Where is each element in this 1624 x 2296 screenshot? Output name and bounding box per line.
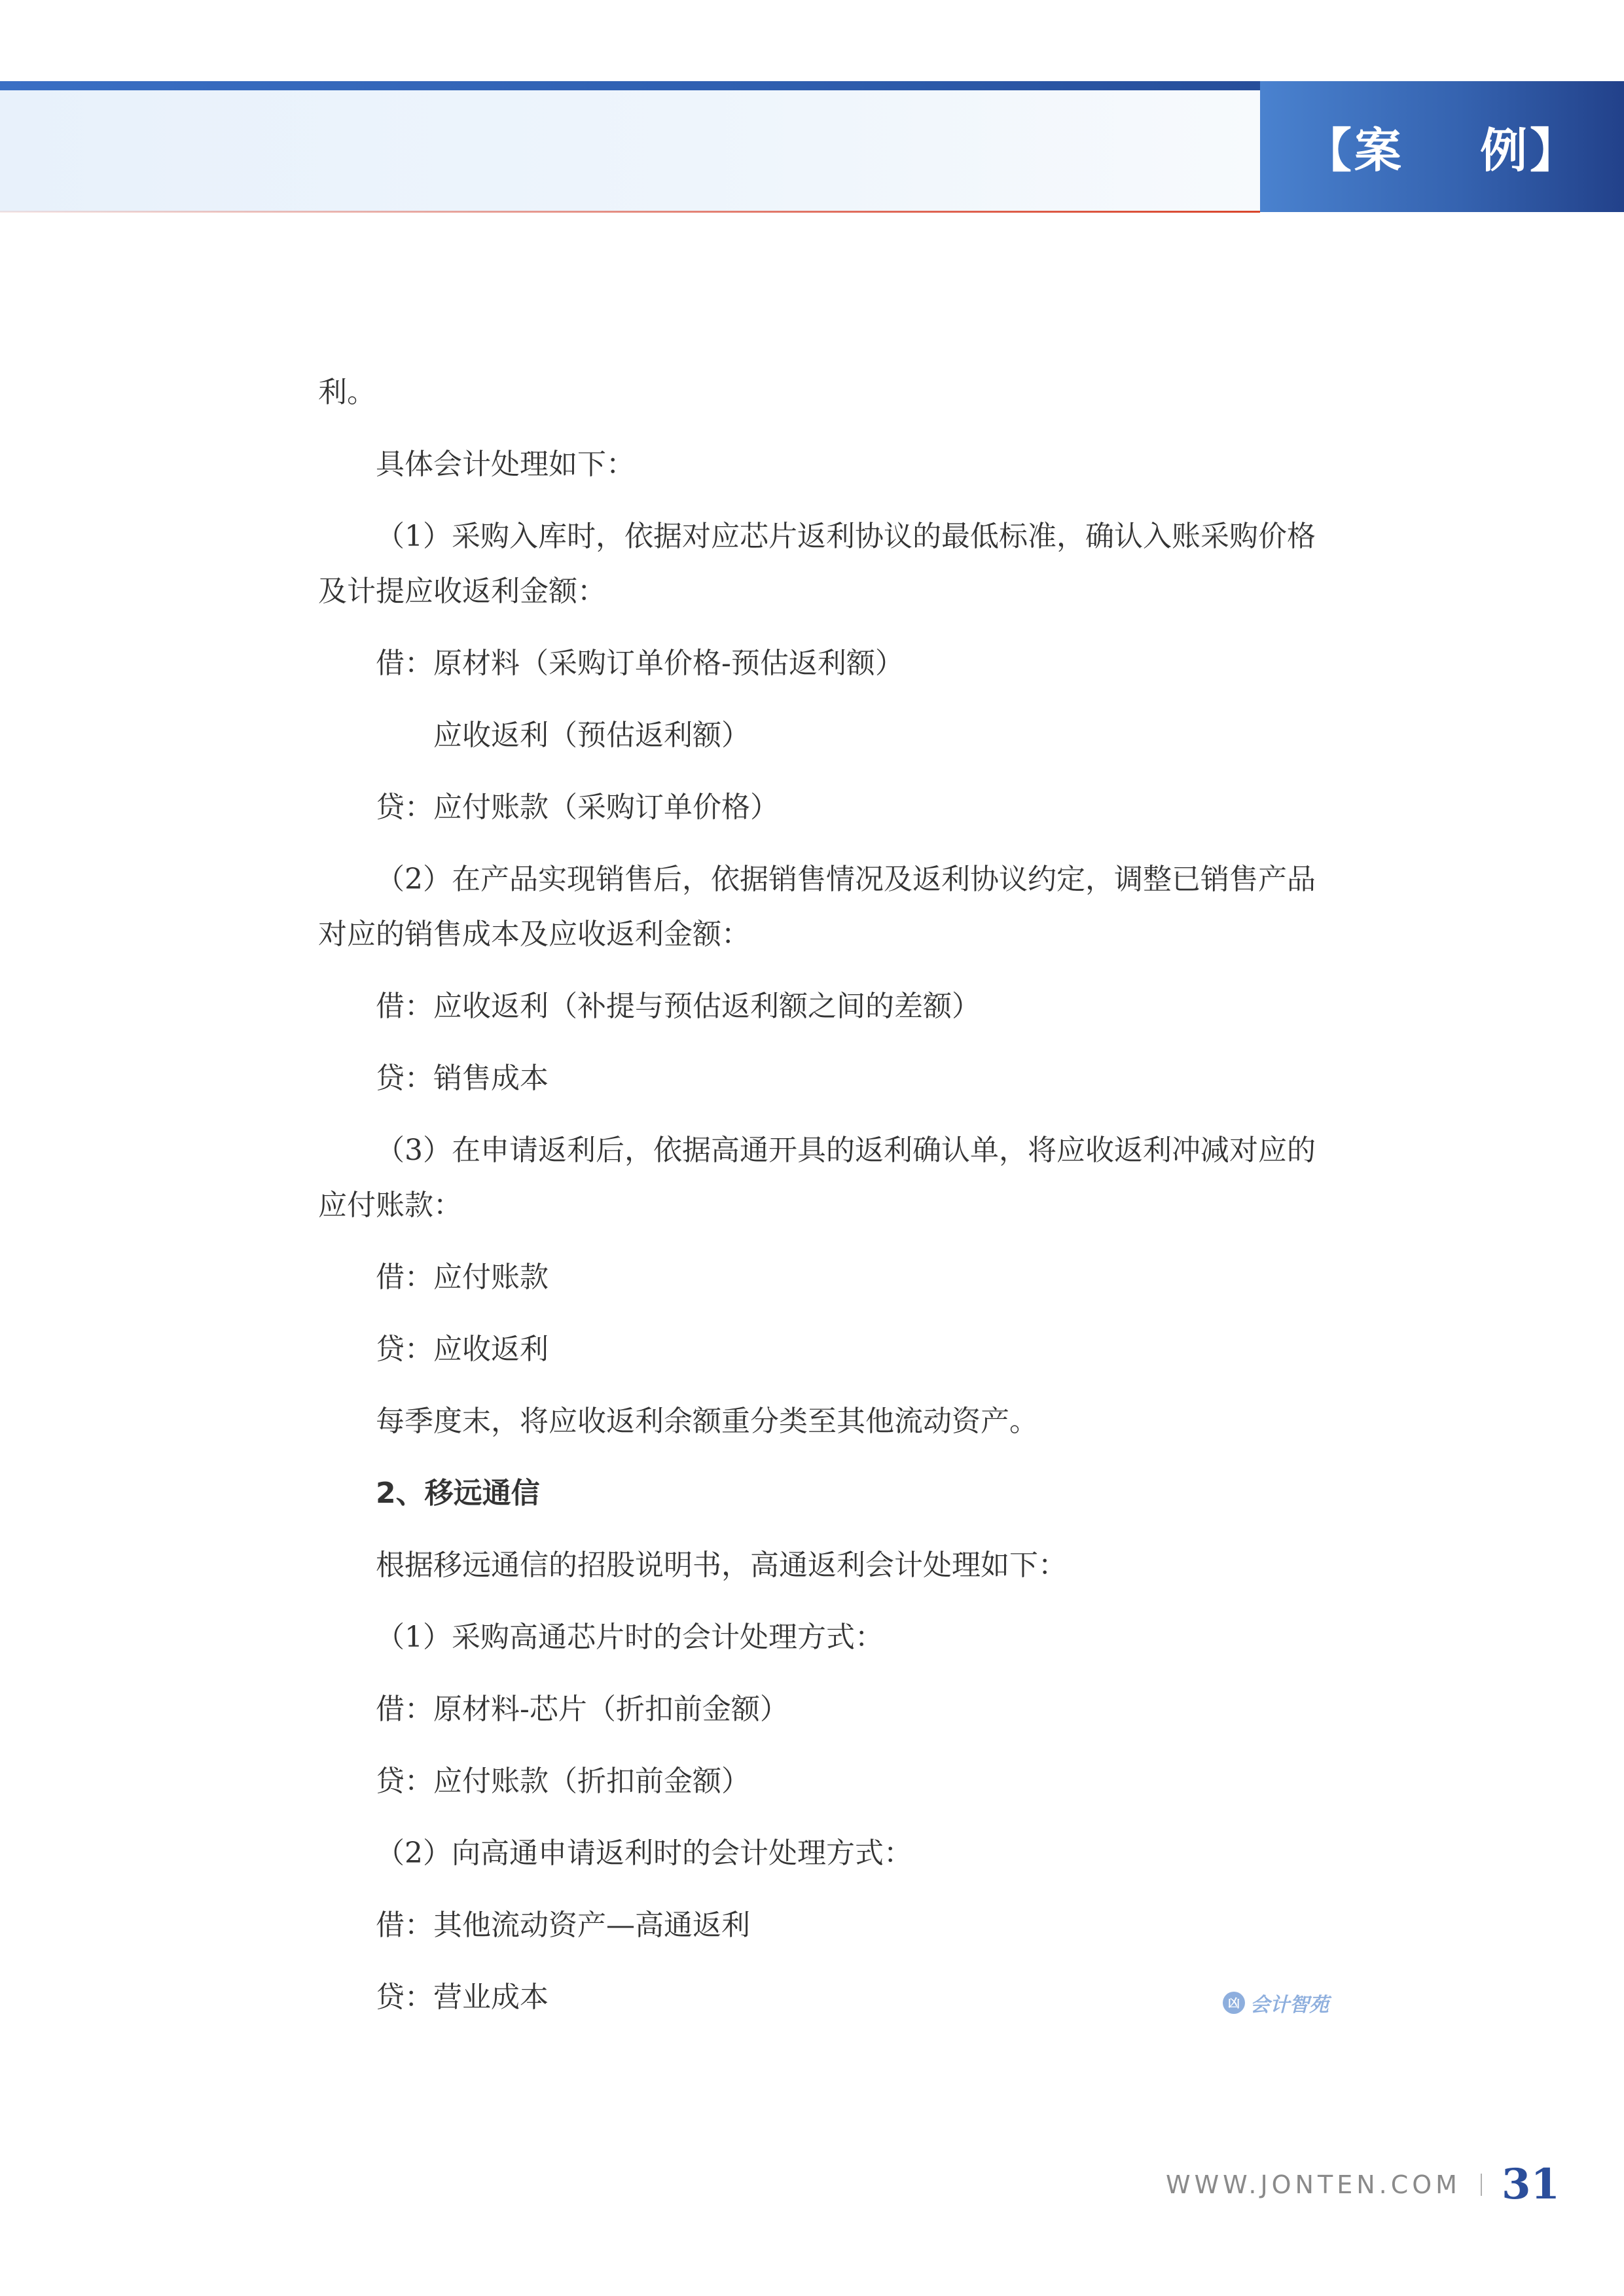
journal-credit-accounts-payable: 贷：应付账款（采购订单价格） [376, 791, 779, 824]
section-heading-quectel: 2、移远通信 [376, 1477, 540, 1510]
case-section-label: 【案 例】 [1304, 123, 1580, 178]
header-top-rule [0, 81, 1260, 90]
article-body [318, 373, 1339, 2017]
journal-credit-rebate-receivable: 贷：应收返利 [376, 1333, 549, 1366]
step-2-line-2: 对应的销售成本及应收返利金额： [318, 918, 750, 951]
paragraph-continuation: 利。 [318, 376, 376, 409]
watermark [1223, 1988, 1329, 2017]
journal-credit-cost-of-sales: 贷：销售成本 [376, 1062, 549, 1095]
quectel-credit-operating-cost: 贷：营业成本 [376, 1981, 549, 2014]
header-accent-line [0, 211, 1260, 213]
footer-divider [1481, 2174, 1482, 2196]
step-1-line-1: （1）采购入库时，依据对应芯片返利协议的最低标准，确认入账采购价格 [376, 520, 1316, 553]
quectel-credit-payable: 贷：应付账款（折扣前金额） [376, 1765, 750, 1798]
paragraph-quectel-intro: 根据移远通信的招股说明书，高通返利会计处理如下： [376, 1549, 1067, 1582]
page-footer [1166, 2160, 1560, 2209]
quectel-debit-other-assets: 借：其他流动资产—高通返利 [376, 1909, 750, 1942]
footer-website: WWW.JONTEN.COM [1166, 2170, 1461, 2199]
paragraph-quarter-end: 每季度末，将应收返利余额重分类至其他流动资产。 [376, 1405, 1038, 1438]
case-section-tab [1260, 81, 1624, 212]
quectel-debit-chips: 借：原材料-芯片（折扣前金额） [376, 1693, 789, 1726]
quectel-step-1: （1）采购高通芯片时的会计处理方式： [376, 1621, 884, 1654]
header-band [0, 90, 1260, 212]
paragraph-intro: 具体会计处理如下： [376, 448, 635, 481]
step-3-line-1: （3）在申请返利后，依据高通开具的返利确认单，将应收返利冲减对应的 [376, 1134, 1316, 1167]
page-number: 31 [1501, 2160, 1560, 2209]
journal-debit-rebate-receivable: 应收返利（预估返利额） [433, 719, 750, 752]
step-3-line-2: 应付账款： [318, 1189, 462, 1222]
quectel-step-2: （2）向高通申请返利时的会计处理方式： [376, 1837, 912, 1870]
step-1-line-2: 及计提应收返利金额： [318, 575, 606, 608]
journal-debit-accounts-payable: 借：应付账款 [376, 1261, 549, 1294]
step-2-line-1: （2）在产品实现销售后，依据销售情况及返利协议约定，调整已销售产品 [376, 863, 1316, 896]
journal-debit-raw-materials: 借：原材料（采购订单价格-预估返利额） [376, 647, 904, 680]
journal-debit-rebate-adjustment: 借：应收返利（补提与预估返利额之间的差额） [376, 990, 981, 1023]
watermark-text: 会计智苑 [1250, 1994, 1329, 2017]
kaoshi-logo-icon: 凶 [1223, 1992, 1245, 2014]
